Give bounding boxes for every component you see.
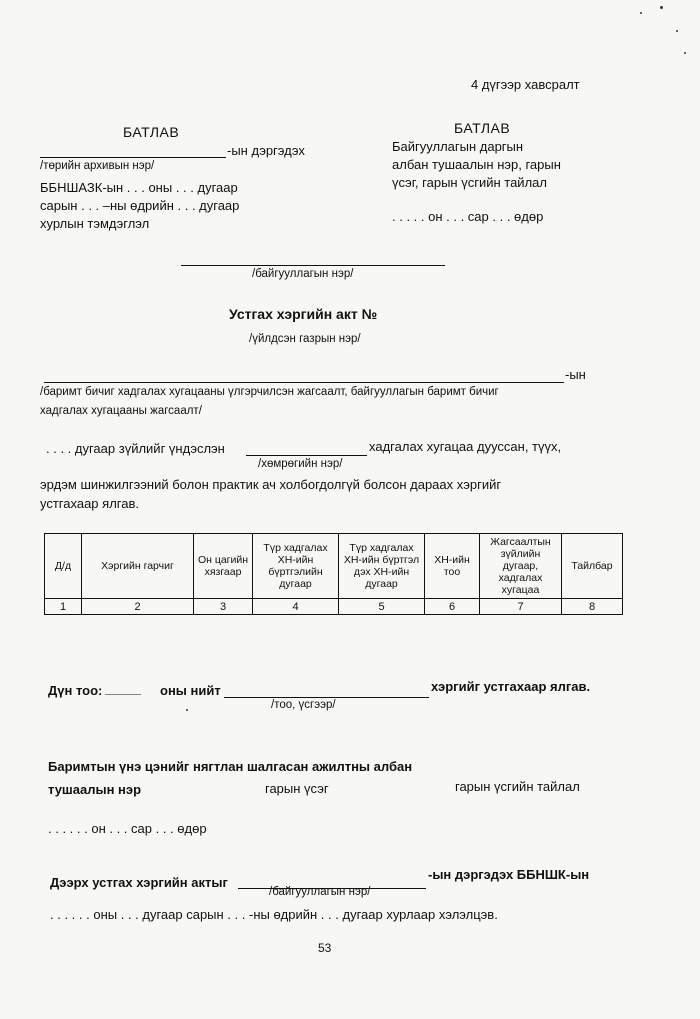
scan-speck	[684, 52, 686, 54]
column-header: Он цагийн хязгаар	[194, 534, 253, 599]
archive-name-line	[40, 157, 226, 158]
column-header: Хэргийн гарчиг	[82, 534, 194, 599]
page-number: 53	[318, 941, 332, 955]
list-caption-line2: хадгалах хугацааны жагсаалт/	[40, 405, 202, 417]
destruction-table	[44, 533, 623, 615]
list-suffix: -ын	[565, 367, 586, 382]
scan-speck	[676, 30, 678, 32]
column-header: Түр хадгалах ХН-ийн бүртгэлийн дугаар	[253, 534, 339, 599]
discussion-prefix: Дээрх устгах хэргийн актыг	[50, 875, 228, 890]
right-approval-line2: албан тушаалын нэр, гарын	[392, 157, 561, 172]
volume-caption: /хөмрөгийн нэр/	[258, 458, 343, 470]
column-number: 1	[45, 599, 82, 615]
basis-line2: эрдэм шинжилгээний болон практик ач холбогдолгүй болсон дараах хэргийг	[40, 477, 502, 492]
column-header: ХН-ийн тоо	[425, 534, 480, 599]
left-approval-title: БАТЛАВ	[123, 124, 180, 140]
total-count-blank: _____	[105, 681, 142, 696]
discussion-line2: . . . . . . оны . . . дугаар сарын . . . -ны өдрийн . . . дугаар хурлаар хэлэлцэв.	[50, 907, 498, 922]
list-name-line	[44, 382, 564, 383]
appendix-label: 4 дүгээр хавсралт	[471, 77, 580, 92]
column-number: 7	[480, 599, 562, 615]
list-caption-line1: /баримт бичиг хадгалах хугацааны үлгэрчилсэн жагсаалт, байгууллагын баримт бичиг	[40, 386, 499, 398]
discussion-caption: /байгууллагын нэр/	[269, 886, 371, 898]
checker-line1: Баримтын үнэ цэнийг нягтлан шалгасан ажилтны албан	[48, 759, 413, 774]
scan-speck	[640, 12, 642, 14]
org-name-line	[181, 265, 445, 266]
basis-suffix: хадгалах хугацаа дууссан, түүх,	[369, 439, 562, 454]
basis-line3: устгахаар ялгав.	[40, 496, 139, 511]
archive-name-caption: /төрийн архивын нэр/	[40, 160, 155, 172]
column-number: 8	[562, 599, 623, 615]
checker-date: . . . . . . он . . . сар . . . өдөр	[48, 821, 207, 836]
total-amount-line	[224, 697, 429, 698]
right-approval-title: БАТЛАВ	[454, 120, 511, 136]
right-approval-line3: үсэг, гарын үсгийн тайлал	[392, 175, 547, 190]
column-header: Тайлбар	[562, 534, 623, 599]
left-approval-line3: хурлын тэмдэглэл	[40, 216, 150, 231]
act-title: Устгах хэргийн акт №	[229, 306, 378, 322]
column-number: 4	[253, 599, 339, 615]
left-approval-line1: ББНШАЗК-ын . . . оны . . . дугаар	[40, 180, 238, 195]
scan-speck	[660, 6, 663, 9]
column-number: 3	[194, 599, 253, 615]
volume-name-line	[246, 455, 367, 456]
org-name-caption: /байгууллагын нэр/	[252, 268, 354, 280]
column-header: Д/д	[45, 534, 82, 599]
total-caption: /тоо, үсгээр/	[271, 699, 336, 711]
scan-speck	[186, 709, 188, 711]
right-approval-date: . . . . . он . . . сар . . . өдөр	[392, 209, 544, 224]
total-suffix: хэргийг устгахаар ялгав.	[431, 679, 591, 694]
discussion-suffix: -ын дэргэдэх ББНШК-ын	[428, 867, 590, 882]
left-approval-line2: сарын . . . –ны өдрийн . . . дугаар	[40, 198, 240, 213]
table-header-row	[45, 534, 623, 599]
checker-signature-name: гарын үсгийн тайлал	[455, 779, 580, 794]
checker-position: тушаалын нэр	[48, 782, 142, 797]
column-number: 6	[425, 599, 480, 615]
right-approval-line1: Байгууллагын даргын	[392, 139, 524, 154]
column-number: 2	[82, 599, 194, 615]
checker-signature: гарын үсэг	[265, 781, 329, 796]
column-header: Түр хадгалах ХН-ийн бүртгэл дэх ХН-ийн дугаар	[339, 534, 425, 599]
column-header: Жагсаалтын зүйлийн дугаар, хадгалах хугацаа	[480, 534, 562, 599]
total-label: Дүн тоо:	[48, 683, 103, 698]
place-caption: /үйлдсэн газрын нэр/	[249, 333, 361, 345]
table-row	[45, 599, 623, 615]
left-approval-suffix: -ын дэргэдэх	[227, 143, 305, 158]
basis-prefix: . . . . дугаар зүйлийг үндэслэн	[46, 441, 225, 456]
column-number: 5	[339, 599, 425, 615]
total-middle: оны нийт	[160, 683, 221, 698]
